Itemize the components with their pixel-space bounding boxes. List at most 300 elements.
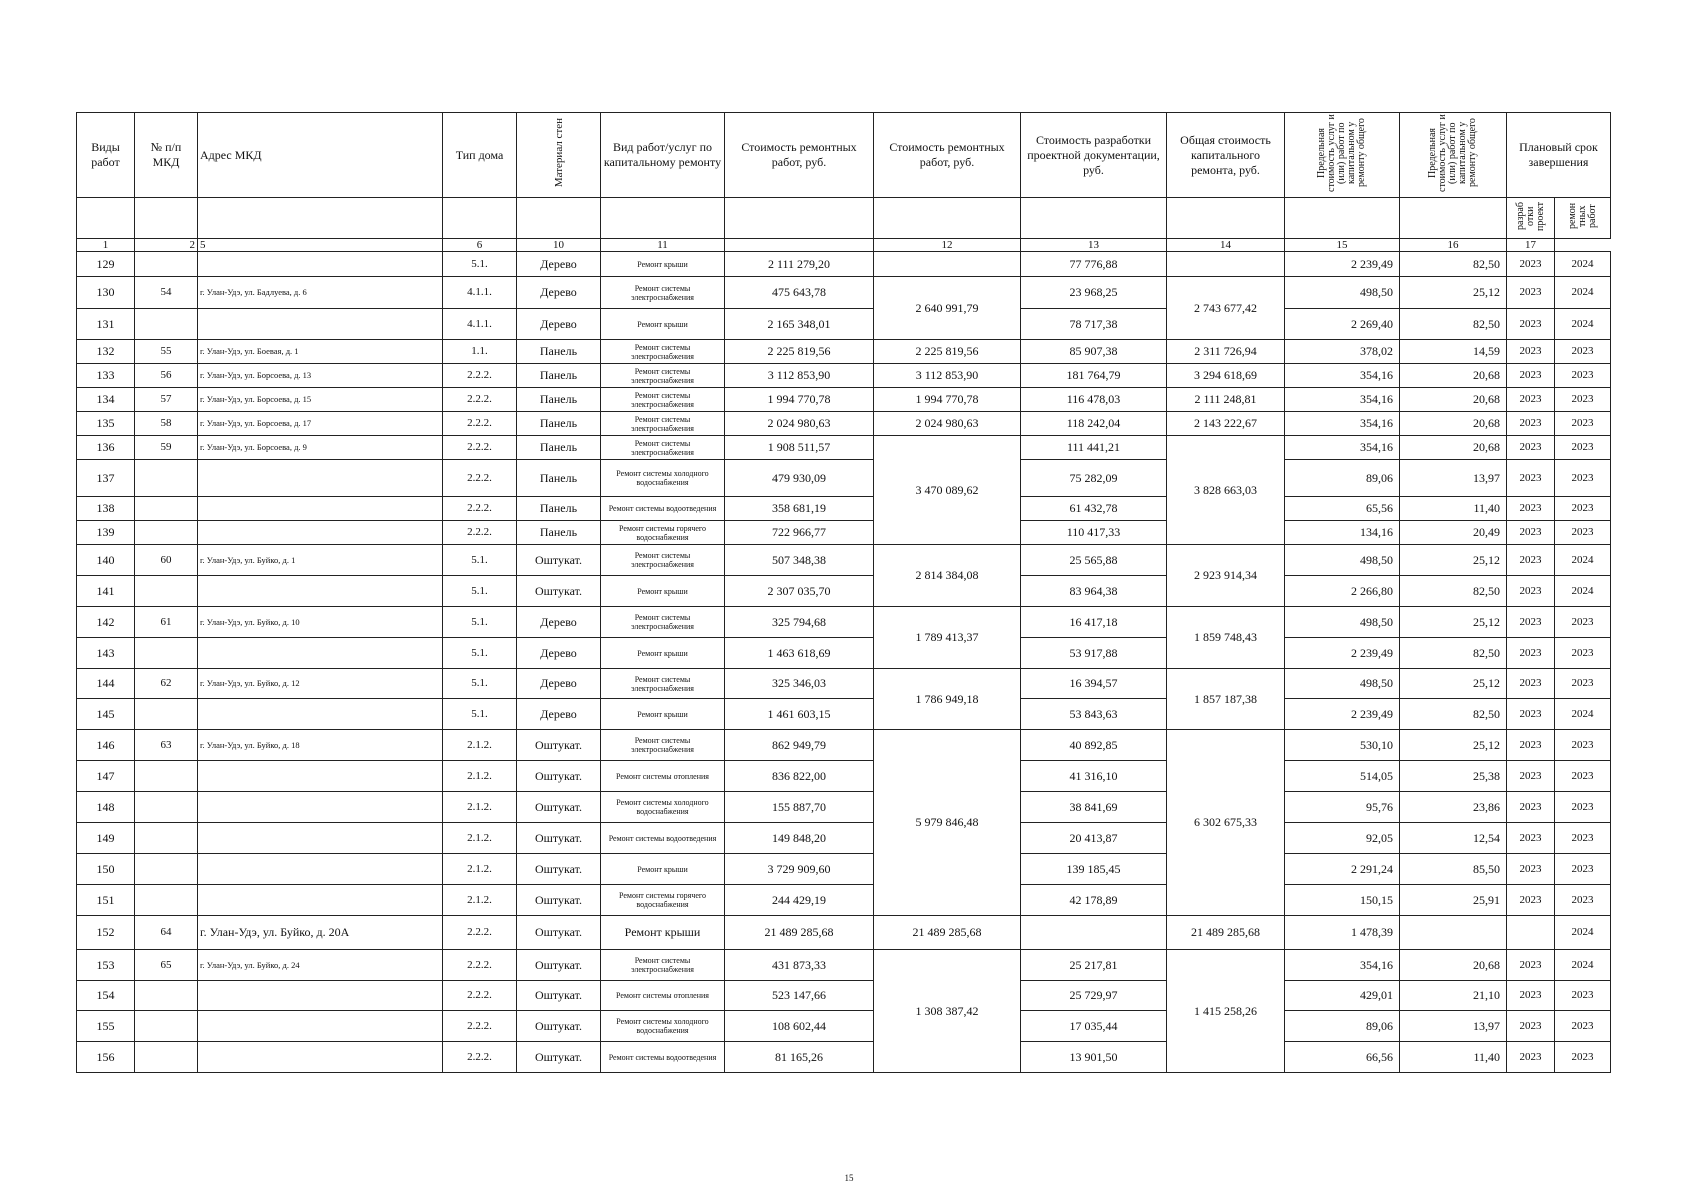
limit-cost-2-cell: 85,50 (1400, 854, 1507, 885)
table-row (77, 730, 1611, 761)
work-type-cell: Ремонт системы электроснабжения (601, 277, 725, 309)
repair-cost-cell: 431 873,33 (725, 950, 874, 981)
column-number: 1 (77, 239, 135, 252)
house-type-cell: 5.1. (443, 252, 517, 277)
mkd-number (135, 638, 198, 669)
total-cost-cell: 2 311 726,94 (1167, 340, 1285, 364)
design-cost-cell: 16 394,57 (1021, 669, 1167, 699)
mkd-number (135, 521, 198, 545)
column-number: 10 (517, 239, 601, 252)
work-type-cell: Ремонт крыши (601, 916, 725, 950)
mkd-number: 57 (135, 388, 198, 412)
repair-cost-cell: 2 307 035,70 (725, 576, 874, 607)
wall-material-cell: Оштукат. (517, 885, 601, 916)
mkd-number: 65 (135, 950, 198, 981)
column-number-row (77, 239, 1611, 252)
address-cell (198, 981, 443, 1011)
mkd-number (135, 497, 198, 521)
total-cost-cell: 2 143 222,67 (1167, 412, 1285, 436)
row-number: 145 (77, 699, 135, 730)
design-cost-cell: 85 907,38 (1021, 340, 1167, 364)
page-number: 15 (844, 1173, 854, 1183)
year-repair-cell: 2023 (1555, 669, 1611, 699)
table-row (77, 981, 1611, 1011)
address-cell: г. Улан-Удэ, ул. Борсоева, д. 17 (198, 412, 443, 436)
wall-material-cell: Панель (517, 497, 601, 521)
work-type-cell: Ремонт системы горячего водоснабжения (601, 885, 725, 916)
repair-cost-cell: 1 461 603,15 (725, 699, 874, 730)
house-type-cell: 2.1.2. (443, 854, 517, 885)
limit-cost-1-cell: 2 269,40 (1285, 309, 1400, 340)
work-type-cell: Ремонт системы электроснабжения (601, 545, 725, 576)
row-number: 156 (77, 1042, 135, 1073)
limit-cost-2-cell: 20,68 (1400, 364, 1507, 388)
wall-material-cell: Оштукат. (517, 545, 601, 576)
design-cost-cell: 23 968,25 (1021, 277, 1167, 309)
work-type-cell: Ремонт системы отопления (601, 761, 725, 792)
work-type-cell: Ремонт крыши (601, 638, 725, 669)
column-number: 11 (601, 239, 725, 252)
limit-cost-2-cell: 12,54 (1400, 823, 1507, 854)
row-number: 146 (77, 730, 135, 761)
row-number: 131 (77, 309, 135, 340)
year-repair-cell: 2024 (1555, 545, 1611, 576)
table-row (77, 364, 1611, 388)
year-repair-cell: 2023 (1555, 388, 1611, 412)
repair-cost-cell: 108 602,44 (725, 1011, 874, 1042)
limit-cost-2-cell: 82,50 (1400, 638, 1507, 669)
repair-cost-cell: 1 463 618,69 (725, 638, 874, 669)
limit-cost-2-cell: 11,40 (1400, 1042, 1507, 1073)
year-design-cell: 2023 (1507, 545, 1555, 576)
house-type-cell: 5.1. (443, 669, 517, 699)
table-row (77, 1042, 1611, 1073)
house-type-cell: 2.2.2. (443, 460, 517, 497)
year-design-cell: 2023 (1507, 1042, 1555, 1073)
year-design-cell: 2023 (1507, 436, 1555, 460)
design-cost-cell: 25 217,81 (1021, 950, 1167, 981)
design-cost-cell: 17 035,44 (1021, 1011, 1167, 1042)
table-row (77, 521, 1611, 545)
repair-cost-cell: 81 165,26 (725, 1042, 874, 1073)
table-row (77, 638, 1611, 669)
house-type-cell: 2.2.2. (443, 1042, 517, 1073)
repair-cost-cell: 1 994 770,78 (725, 388, 874, 412)
work-type-cell: Ремонт крыши (601, 576, 725, 607)
limit-cost-2-cell: 13,97 (1400, 1011, 1507, 1042)
design-cost-cell: 83 964,38 (1021, 576, 1167, 607)
house-type-cell: 2.2.2. (443, 364, 517, 388)
house-type-cell: 4.1.1. (443, 277, 517, 309)
mkd-number (135, 981, 198, 1011)
house-type-cell: 2.1.2. (443, 823, 517, 854)
year-repair-cell: 2024 (1555, 950, 1611, 981)
house-type-cell: 2.2.2. (443, 497, 517, 521)
year-repair-cell: 2023 (1555, 854, 1611, 885)
year-design-cell: 2023 (1507, 699, 1555, 730)
header-repair-cost-total: Стоимость ремонтных работ, руб. (874, 113, 1021, 198)
design-cost-cell: 25 565,88 (1021, 545, 1167, 576)
work-type-cell: Ремонт системы отопления (601, 981, 725, 1011)
house-type-cell: 5.1. (443, 545, 517, 576)
year-repair-cell: 2023 (1555, 823, 1611, 854)
year-design-cell: 2023 (1507, 277, 1555, 309)
work-type-cell: Ремонт крыши (601, 699, 725, 730)
limit-cost-2-cell: 20,49 (1400, 521, 1507, 545)
limit-cost-1-cell: 2 266,80 (1285, 576, 1400, 607)
limit-cost-1-cell: 1 478,39 (1285, 916, 1400, 950)
repair-cost-cell: 155 887,70 (725, 792, 874, 823)
mkd-number (135, 309, 198, 340)
house-type-cell: 2.2.2. (443, 388, 517, 412)
table-row (77, 916, 1611, 950)
house-type-cell: 2.2.2. (443, 436, 517, 460)
house-type-cell: 2.1.2. (443, 761, 517, 792)
row-number: 134 (77, 388, 135, 412)
repair-total-cell: 2 225 819,56 (874, 340, 1021, 364)
year-repair-cell: 2023 (1555, 436, 1611, 460)
row-number: 129 (77, 252, 135, 277)
row-number: 136 (77, 436, 135, 460)
year-repair-cell: 2024 (1555, 699, 1611, 730)
limit-cost-1-cell: 354,16 (1285, 388, 1400, 412)
address-cell (198, 1042, 443, 1073)
year-repair-cell: 2023 (1555, 730, 1611, 761)
repair-total-cell: 1 786 949,18 (874, 669, 1021, 730)
table-row (77, 950, 1611, 981)
column-number: 2 (135, 239, 198, 252)
wall-material-cell: Дерево (517, 309, 601, 340)
wall-material-cell: Оштукат. (517, 854, 601, 885)
year-repair-cell: 2024 (1555, 252, 1611, 277)
design-cost-cell: 53 917,88 (1021, 638, 1167, 669)
address-cell: г. Улан-Удэ, ул. Бадлуева, д. 6 (198, 277, 443, 309)
house-type-cell: 2.1.2. (443, 730, 517, 761)
wall-material-cell: Дерево (517, 669, 601, 699)
mkd-number: 59 (135, 436, 198, 460)
repair-cost-cell: 836 822,00 (725, 761, 874, 792)
wall-material-cell: Дерево (517, 607, 601, 638)
column-number (725, 239, 874, 252)
limit-cost-2-cell: 25,12 (1400, 607, 1507, 638)
address-cell (198, 823, 443, 854)
house-type-cell: 1.1. (443, 340, 517, 364)
year-repair-cell: 2024 (1555, 277, 1611, 309)
row-number: 143 (77, 638, 135, 669)
column-number: 15 (1285, 239, 1400, 252)
work-type-cell: Ремонт системы электроснабжения (601, 436, 725, 460)
header-address: Адрес МКД (198, 113, 443, 198)
work-type-cell: Ремонт системы электроснабжения (601, 607, 725, 638)
year-design-cell: 2023 (1507, 388, 1555, 412)
total-cost-cell: 2 111 248,81 (1167, 388, 1285, 412)
column-number: 14 (1167, 239, 1285, 252)
total-cost-cell: 2 923 914,34 (1167, 545, 1285, 607)
house-type-cell: 5.1. (443, 638, 517, 669)
total-cost-cell: 6 302 675,33 (1167, 730, 1285, 916)
mkd-number: 54 (135, 277, 198, 309)
wall-material-cell: Панель (517, 388, 601, 412)
row-number: 148 (77, 792, 135, 823)
year-repair-cell: 2024 (1555, 916, 1611, 950)
table-row (77, 460, 1611, 497)
year-design-cell: 2023 (1507, 521, 1555, 545)
limit-cost-2-cell: 20,68 (1400, 388, 1507, 412)
limit-cost-1-cell: 354,16 (1285, 412, 1400, 436)
repair-total-cell: 2 024 980,63 (874, 412, 1021, 436)
work-type-cell: Ремонт системы холодного водоснабжения (601, 460, 725, 497)
mkd-number (135, 252, 198, 277)
design-cost-cell: 75 282,09 (1021, 460, 1167, 497)
repair-cost-cell: 3 729 909,60 (725, 854, 874, 885)
work-type-cell: Ремонт крыши (601, 309, 725, 340)
total-cost-cell: 3 828 663,03 (1167, 436, 1285, 545)
year-design-cell: 2023 (1507, 823, 1555, 854)
table-row (77, 309, 1611, 340)
total-cost-cell: 1 415 258,26 (1167, 950, 1285, 1073)
limit-cost-2-cell: 82,50 (1400, 309, 1507, 340)
limit-cost-1-cell: 429,01 (1285, 981, 1400, 1011)
year-repair-cell: 2023 (1555, 761, 1611, 792)
limit-cost-1-cell: 89,06 (1285, 460, 1400, 497)
column-number: 16 (1400, 239, 1507, 252)
house-type-cell: 2.2.2. (443, 950, 517, 981)
row-number: 155 (77, 1011, 135, 1042)
year-repair-cell: 2023 (1555, 607, 1611, 638)
row-number: 132 (77, 340, 135, 364)
design-cost-cell: 61 432,78 (1021, 497, 1167, 521)
year-design-cell: 2023 (1507, 981, 1555, 1011)
table-row (77, 792, 1611, 823)
repair-total-cell: 1 308 387,42 (874, 950, 1021, 1073)
address-cell: г. Улан-Удэ, ул. Буйко, д. 12 (198, 669, 443, 699)
year-repair-cell: 2023 (1555, 340, 1611, 364)
address-cell (198, 497, 443, 521)
address-cell (198, 699, 443, 730)
mkd-number (135, 1042, 198, 1073)
mkd-number (135, 576, 198, 607)
wall-material-cell: Оштукат. (517, 792, 601, 823)
total-cost-cell: 3 294 618,69 (1167, 364, 1285, 388)
address-cell: г. Улан-Удэ, ул. Буйко, д. 24 (198, 950, 443, 981)
year-design-cell: 2023 (1507, 730, 1555, 761)
year-design-cell: 2023 (1507, 669, 1555, 699)
design-cost-cell: 20 413,87 (1021, 823, 1167, 854)
wall-material-cell: Дерево (517, 252, 601, 277)
limit-cost-2-cell: 25,12 (1400, 277, 1507, 309)
limit-cost-1-cell: 2 239,49 (1285, 638, 1400, 669)
table-row (77, 1011, 1611, 1042)
year-design-cell: 2023 (1507, 885, 1555, 916)
repair-cost-cell: 244 429,19 (725, 885, 874, 916)
design-cost-cell: 42 178,89 (1021, 885, 1167, 916)
row-number: 140 (77, 545, 135, 576)
limit-cost-2-cell: 82,50 (1400, 252, 1507, 277)
address-cell: г. Улан-Удэ, ул. Буйко, д. 10 (198, 607, 443, 638)
table-row (77, 823, 1611, 854)
wall-material-cell: Панель (517, 364, 601, 388)
row-number: 153 (77, 950, 135, 981)
mkd-number (135, 699, 198, 730)
year-design-cell: 2023 (1507, 792, 1555, 823)
limit-cost-2-cell: 25,12 (1400, 545, 1507, 576)
design-cost-cell: 118 242,04 (1021, 412, 1167, 436)
repair-total-cell: 21 489 285,68 (874, 916, 1021, 950)
house-type-cell: 2.2.2. (443, 521, 517, 545)
work-type-cell: Ремонт системы водоотведения (601, 823, 725, 854)
repair-cost-cell: 2 225 819,56 (725, 340, 874, 364)
repair-cost-cell: 722 966,77 (725, 521, 874, 545)
header-limit-cost-1: Предельная стоимость услуг и (или) работ по капитальном у ремонту общего (1285, 113, 1400, 198)
year-design-cell: 2023 (1507, 340, 1555, 364)
address-cell (198, 309, 443, 340)
house-type-cell: 2.2.2. (443, 412, 517, 436)
repair-cost-cell: 2 111 279,20 (725, 252, 874, 277)
design-cost-cell: 25 729,97 (1021, 981, 1167, 1011)
year-repair-cell: 2023 (1555, 497, 1611, 521)
limit-cost-1-cell: 134,16 (1285, 521, 1400, 545)
year-design-cell: 2023 (1507, 576, 1555, 607)
wall-material-cell: Панель (517, 412, 601, 436)
wall-material-cell: Дерево (517, 699, 601, 730)
capital-repair-table (76, 112, 1611, 1073)
year-design-cell: 2023 (1507, 1011, 1555, 1042)
mkd-number (135, 761, 198, 792)
table-row (77, 669, 1611, 699)
repair-cost-cell: 3 112 853,90 (725, 364, 874, 388)
house-type-cell: 2.1.2. (443, 792, 517, 823)
total-cost-cell: 1 859 748,43 (1167, 607, 1285, 669)
repair-cost-cell: 507 348,38 (725, 545, 874, 576)
year-repair-cell: 2024 (1555, 309, 1611, 340)
repair-total-cell: 2 814 384,08 (874, 545, 1021, 607)
mkd-number: 55 (135, 340, 198, 364)
year-design-cell: 2023 (1507, 638, 1555, 669)
address-cell (198, 460, 443, 497)
row-number: 152 (77, 916, 135, 950)
mkd-number (135, 823, 198, 854)
repair-cost-cell: 149 848,20 (725, 823, 874, 854)
address-cell: г. Улан-Удэ, ул. Буйко, д. 20А (198, 916, 443, 950)
limit-cost-2-cell (1400, 916, 1507, 950)
header-house-type: Тип дома (443, 113, 517, 198)
design-cost-cell: 77 776,88 (1021, 252, 1167, 277)
row-number: 149 (77, 823, 135, 854)
work-type-cell: Ремонт системы электроснабжения (601, 388, 725, 412)
column-number: 5 (198, 239, 443, 252)
repair-total-cell: 1 994 770,78 (874, 388, 1021, 412)
address-cell: г. Улан-Удэ, ул. Боевая, д. 1 (198, 340, 443, 364)
house-type-cell: 4.1.1. (443, 309, 517, 340)
wall-material-cell: Оштукат. (517, 950, 601, 981)
year-repair-cell: 2023 (1555, 460, 1611, 497)
limit-cost-2-cell: 23,86 (1400, 792, 1507, 823)
design-cost-cell: 139 185,45 (1021, 854, 1167, 885)
header-sub-repair: ремон тных работ (1555, 198, 1611, 239)
row-number: 151 (77, 885, 135, 916)
work-type-cell: Ремонт системы электроснабжения (601, 364, 725, 388)
header-repair-cost: Стоимость ремонтных работ, руб. (725, 113, 874, 198)
limit-cost-1-cell: 498,50 (1285, 607, 1400, 638)
mkd-number: 60 (135, 545, 198, 576)
row-number: 135 (77, 412, 135, 436)
repair-cost-cell: 2 165 348,01 (725, 309, 874, 340)
wall-material-cell: Оштукат. (517, 981, 601, 1011)
address-cell (198, 638, 443, 669)
limit-cost-2-cell: 20,68 (1400, 436, 1507, 460)
work-type-cell: Ремонт системы электроснабжения (601, 950, 725, 981)
address-cell: г. Улан-Удэ, ул. Буйко, д. 18 (198, 730, 443, 761)
header-types: Виды работ (77, 113, 135, 198)
year-repair-cell: 2023 (1555, 364, 1611, 388)
limit-cost-1-cell: 66,56 (1285, 1042, 1400, 1073)
mkd-number: 62 (135, 669, 198, 699)
header-wall-material: Материал стен (517, 113, 601, 198)
column-number: 12 (874, 239, 1021, 252)
address-cell (198, 521, 443, 545)
year-design-cell: 2023 (1507, 761, 1555, 792)
limit-cost-2-cell: 21,10 (1400, 981, 1507, 1011)
limit-cost-2-cell: 25,91 (1400, 885, 1507, 916)
header-total-cost: Общая стоимость капитального ремонта, руб. (1167, 113, 1285, 198)
limit-cost-1-cell: 514,05 (1285, 761, 1400, 792)
address-cell (198, 1011, 443, 1042)
house-type-cell: 5.1. (443, 607, 517, 638)
repair-total-cell: 1 789 413,37 (874, 607, 1021, 669)
row-number: 139 (77, 521, 135, 545)
limit-cost-2-cell: 25,12 (1400, 669, 1507, 699)
limit-cost-1-cell: 354,16 (1285, 436, 1400, 460)
design-cost-cell: 111 441,21 (1021, 436, 1167, 460)
table-row (77, 497, 1611, 521)
wall-material-cell: Панель (517, 460, 601, 497)
limit-cost-2-cell: 25,38 (1400, 761, 1507, 792)
limit-cost-1-cell: 2 291,24 (1285, 854, 1400, 885)
work-type-cell: Ремонт системы водоотведения (601, 1042, 725, 1073)
wall-material-cell: Дерево (517, 277, 601, 309)
limit-cost-1-cell: 92,05 (1285, 823, 1400, 854)
column-number: 13 (1021, 239, 1167, 252)
mkd-number: 58 (135, 412, 198, 436)
total-cost-cell: 21 489 285,68 (1167, 916, 1285, 950)
limit-cost-2-cell: 25,12 (1400, 730, 1507, 761)
house-type-cell: 2.1.2. (443, 885, 517, 916)
work-type-cell: Ремонт системы горячего водоснабжения (601, 521, 725, 545)
address-cell (198, 792, 443, 823)
year-design-cell: 2023 (1507, 364, 1555, 388)
wall-material-cell: Оштукат. (517, 823, 601, 854)
work-type-cell: Ремонт системы электроснабжения (601, 730, 725, 761)
year-design-cell: 2023 (1507, 607, 1555, 638)
house-type-cell: 2.2.2. (443, 1011, 517, 1042)
limit-cost-1-cell: 89,06 (1285, 1011, 1400, 1042)
wall-material-cell: Панель (517, 340, 601, 364)
mkd-number: 64 (135, 916, 198, 950)
header-work-type: Вид работ/услуг по капитальному ремонту (601, 113, 725, 198)
limit-cost-1-cell: 354,16 (1285, 950, 1400, 981)
table-row (77, 412, 1611, 436)
design-cost-cell (1021, 916, 1167, 950)
limit-cost-1-cell: 498,50 (1285, 545, 1400, 576)
mkd-number (135, 460, 198, 497)
design-cost-cell: 116 478,03 (1021, 388, 1167, 412)
repair-total-cell: 3 470 089,62 (874, 436, 1021, 545)
repair-cost-cell: 358 681,19 (725, 497, 874, 521)
header-mkd-no: № п/п МКД (135, 113, 198, 198)
year-design-cell: 2023 (1507, 854, 1555, 885)
wall-material-cell: Дерево (517, 638, 601, 669)
address-cell: г. Улан-Удэ, ул. Борсоева, д. 9 (198, 436, 443, 460)
